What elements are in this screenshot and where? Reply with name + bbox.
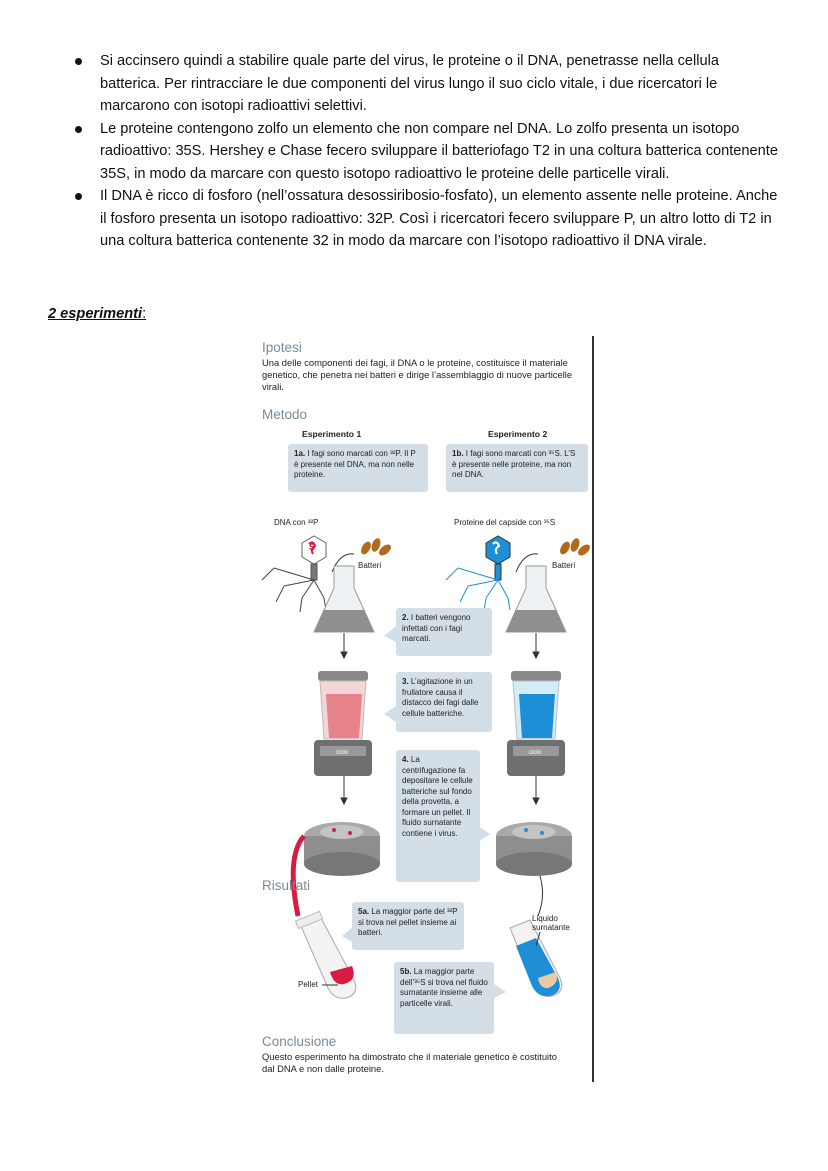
bubble-tail xyxy=(494,984,506,998)
bullet-item: Le proteine contengono zolfo un elemento che non compare nel DNA. Lo zolfo presenta un isotopo radioattivo: 35S. Hershey e Chase fecero sviluppare il batteriofago T2 in una coltura batterica contenente 35S, in modo da marcare con questo isotopo radioattivo le proteine delle particelle virali. xyxy=(72,118,782,186)
flask-left-icon xyxy=(314,566,374,632)
step-5a-bubble: 5a. La maggior parte del ³²P si trova nel pellet insieme ai batteri. xyxy=(352,902,464,950)
bullet-dot xyxy=(75,58,82,65)
bullet-dot xyxy=(75,126,82,133)
phage-head-letter: S xyxy=(309,542,316,552)
step-1b-bubble: 1b. I fagi sono marcati con ³⁵S. L’S è presente nelle proteine, ma non nel DNA. xyxy=(446,444,588,492)
pellet-label: Pellet xyxy=(298,980,319,989)
bullet-item: Il DNA è ricco di fosforo (nell’ossatura desossiribosio-fosfato), un elemento assente nelle proteine. Anche il fosforo presenta un isotopo radioattivo: 32P. Così i ricercatori fecero sviluppare P, un altro lotto di T2 in una coltura batterica contenente 32 in modo da marcare con l’isotopo radioattivo il DNA virale. xyxy=(72,185,782,253)
bullet-list xyxy=(72,50,782,253)
experiment-2-label: Esperimento 2 xyxy=(488,429,548,439)
phage-left-icon xyxy=(262,536,326,612)
liquid-label: Liquido surnatante xyxy=(532,914,570,932)
blender-left-icon xyxy=(314,671,372,776)
result-arrow-left xyxy=(293,836,304,916)
flask-right-icon xyxy=(506,566,566,632)
bacteria-left-icon xyxy=(359,537,393,558)
bullet-item: Si accinsero quindi a stabilire quale parte del virus, le proteine o il DNA, penetrasse nella cellula batterica. Per rintracciare le due componenti del virus lungo il suo ciclo vitale, i due ricercatori le marcarono con isotopi radioattivi selettivi. xyxy=(72,50,782,118)
conclusione-text: Questo esperimento ha dimostrato che il materiale genetico è costituito dal DNA e non dalle proteine. xyxy=(262,1051,557,1074)
ipotesi-title: Ipotesi xyxy=(262,340,302,355)
result-arrow-right xyxy=(538,876,543,916)
bubble-tail xyxy=(342,928,352,942)
protein-label: Proteine del capside con ³⁵S xyxy=(454,518,556,527)
ipotesi-text: Una delle componenti dei fagi, il DNA o le proteine, costituisce il materiale genetico, che penetra nei batteri e dirige l’assemblaggio di nuove particelle virali. xyxy=(262,357,573,392)
blender-brand-left: ciclo xyxy=(336,750,349,756)
step-2-bubble: 2. I batteri vengono infettati con i fagi marcati. xyxy=(396,608,492,656)
bullet-dot xyxy=(75,193,82,200)
risultati-title: Risultati xyxy=(262,878,311,893)
step-5b-bubble: 5b. La maggior parte dell’³⁵S si trova nel fluido surnatante insieme alle particelle virali. xyxy=(394,962,494,1034)
bacteria-right-label: Batteri xyxy=(552,561,576,570)
centrifuge-left-icon xyxy=(304,822,380,876)
dna-label: DNA con ³²P xyxy=(274,518,319,527)
centrifuge-right-icon xyxy=(496,822,572,876)
conclusione-title: Conclusione xyxy=(262,1034,337,1049)
blender-brand-right: ciclo xyxy=(529,750,542,756)
step-3-bubble: 3. L’agitazione in un frullatore causa il distacco dei fagi dalle cellule batteriche. xyxy=(396,672,492,732)
experiment-1-label: Esperimento 1 xyxy=(302,429,362,439)
bacteria-left-label: Batteri xyxy=(358,561,382,570)
phage-right-icon xyxy=(446,536,510,612)
bubble-tail xyxy=(384,706,396,722)
hershey-chase-figure xyxy=(254,336,596,1082)
step-1a-bubble: 1a. I fagi sono marcati con ³²P. Il P è presente nel DNA, ma non nelle proteine. xyxy=(288,444,428,492)
bubble-tail xyxy=(384,626,396,642)
bacteria-right-icon xyxy=(558,537,592,558)
step-4-bubble: 4. La centrifugazione fa depositare le cellule batteriche sul fondo della provetta, a formare un pellet. Il fluido surnatante contiene i virus. xyxy=(396,750,480,882)
section-heading: 2 esperimenti: xyxy=(48,306,147,322)
metodo-title: Metodo xyxy=(262,407,308,422)
blender-right-icon xyxy=(507,671,565,776)
